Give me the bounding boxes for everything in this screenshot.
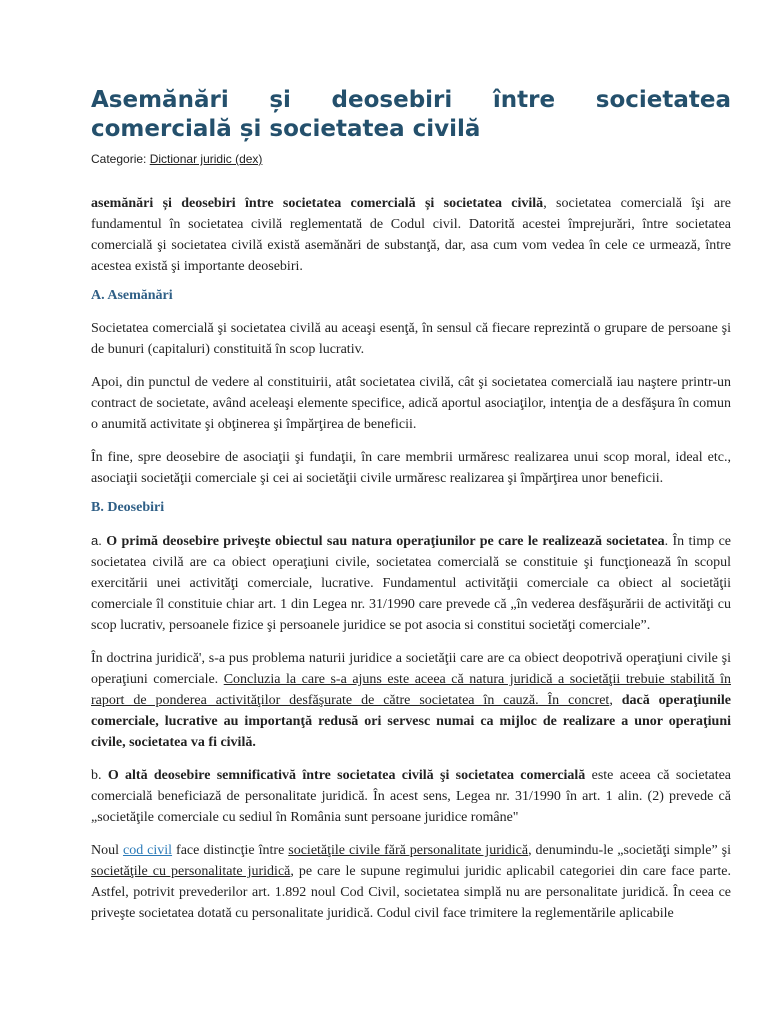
- intro-bold: asemănări și deosebiri între societatea comercială și societatea civilă: [91, 196, 544, 211]
- section-b-paragraph-2: [91, 648, 731, 753]
- section-a-heading: A. Asemănări: [91, 288, 173, 303]
- cod-civil-link[interactable]: cod civil: [122, 843, 173, 858]
- section-b-paragraph-4: [91, 840, 731, 924]
- article: [91, 86, 731, 924]
- category-label: Categorie:: [91, 152, 147, 166]
- b-p4-text-4: , pe care le supune regimului juridic aplicabil categoriei din care face parte. Astfel, potrivit prevederilor art. 1.892 noul Cod Civil, societatea simplă nu are personalitate juridică. În ceea ce priveşte societatea dotată cu personalitate juridică. Codul civil face trimitere la reglementările aplicabile: [91, 864, 731, 921]
- intro-paragraph: [91, 193, 731, 277]
- point-b-text: este aceea că societatea comercială beneficiază de personalitate juridică. În acest sens, Legea nr. 31/1990 în art. 1 alin. (2) prevede că „societăţile comerciale cu sediul în România sunt persoane juridice române": [91, 768, 732, 825]
- point-a-label: a.: [91, 533, 102, 548]
- b-p2-underlined: Concluzia la care s-a ajuns este aceea că natura juridică a societăţii trebuie stabilită în raport de ponderea activităţilor desfăşurate de către societatea în cauză. În concret: [91, 672, 731, 708]
- section-a-paragraph-3: În fine, spre deosebire de asociaţii şi fundaţii, în care membrii urmăresc realizarea unui scop moral, ideal etc., asociaţii societăţii comerciale şi cei ai societăţii civile urmăresc realizarea şi împărţirea unor beneficii.: [91, 450, 731, 486]
- category-link[interactable]: Dictionar juridic (dex): [149, 152, 263, 166]
- section-a-paragraph-2: Apoi, din punctul de vedere al constituirii, atât societatea civilă, cât şi societatea comercială iau naştere printr-un contract de societate, având aceleaşi elemente specifice, adică aportul asociaţilor, intenţia de a desfăşura în comun o anumită activitate şi obţinerea şi împărţirea de beneficii.: [91, 375, 731, 432]
- b-p4-text-3: , denumindu-le „societăţi simple” şi: [528, 843, 731, 858]
- b-p2-sep: ,: [609, 693, 622, 708]
- b-p2-bold: dacă operaţiunile comerciale, lucrative au importanţă redusă ori servesc numai ca mijloc de realizare a unor operaţiuni civile, societatea va fi civilă.: [91, 693, 732, 750]
- section-b-point-b: [91, 765, 731, 828]
- b-p4-text-2: face distincţie între: [172, 843, 289, 858]
- b-p2-text: În doctrina juridică', s-a pus problema naturii juridice a societăţii care are ca obiect deopotrivă operaţiuni civile şi operaţiuni comerciale.: [91, 651, 731, 687]
- page-title: Asemănări și deosebiri între societatea comercială și societatea civilă: [91, 87, 731, 142]
- point-b-label: b.: [91, 768, 102, 783]
- category-line: [91, 151, 731, 167]
- b-p4-underline-2: societăţile cu personalitate juridică: [91, 864, 291, 879]
- point-a-bold: O primă deosebire priveşte obiectul sau natura operaţiunilor pe care le realizează societatea: [106, 534, 665, 549]
- section-b-heading: B. Deosebiri: [91, 500, 165, 515]
- section-a-paragraph-1: Societatea comercială şi societatea civilă au aceaşi esenţă, în sensul că fiecare reprezintă o grupare de persoane şi de bunuri (capitaluri) constituită în scop lucrativ.: [91, 321, 731, 357]
- point-a-text: . În timp ce societatea civilă are ca obiect operaţiuni civile, societatea comercială se constituie şi funcţionează în scopul exercitării unei activităţi comerciale, lucrative. Fundamentul activităţii comerciale ca obiect al societăţii comerciale îl constituie chiar art. 1 din Legea nr. 31/1990 care prevede că „în vederea desfăşurării de activităţi cu scop lucrativ, persoanele fizice şi persoanele juridice se pot asocia si constitui societăţi comerciale”.: [91, 534, 731, 633]
- section-b-point-a: [91, 530, 731, 636]
- point-b-bold: O altă deosebire semnificativă între societatea civilă şi societatea comercială: [107, 768, 586, 783]
- intro-text: , societatea comercială îşi are fundamentul în societatea civilă reglementată de Codul civil. Datorită acestei împrejurări, între societatea comercială şi societatea civilă există asemănări de substanţă, dar, asa cum vom vedea în cele ce urmează, între acestea există şi importante deosebiri.: [91, 196, 731, 274]
- b-p4-text-1: Noul: [91, 843, 123, 858]
- b-p4-underline-1: societăţile civile fără personalitate juridică: [288, 843, 529, 858]
